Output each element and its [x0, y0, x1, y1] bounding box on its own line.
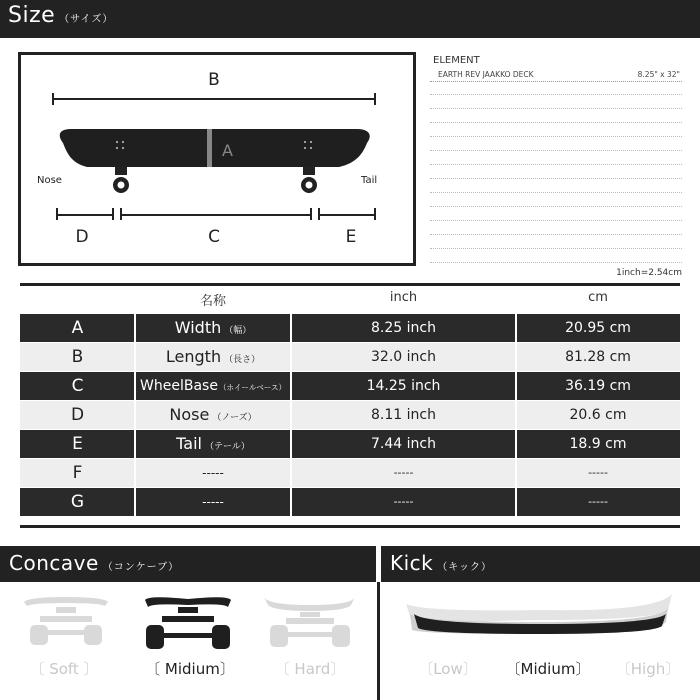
table-row [20, 401, 680, 429]
unit-conversion: 1inch=2.54cm [616, 268, 682, 278]
kick-header [381, 546, 700, 582]
deck-diagram [18, 52, 416, 266]
row-key: D [70, 405, 85, 425]
row-key: E [72, 434, 83, 454]
row-name: Nose （ノーズ） [169, 405, 257, 424]
row-inch: 8.25 inch [371, 320, 436, 336]
row-name: Length （長さ） [165, 347, 261, 366]
label-nose: Nose [37, 175, 62, 186]
table-row [20, 372, 680, 400]
table-row [20, 314, 680, 342]
concave-midium: 〔 Midium〕 [145, 660, 235, 678]
row-key: G [70, 492, 85, 512]
row-cm: 18.9 cm [569, 436, 627, 452]
row-cm: 20.6 cm [569, 407, 627, 423]
row-name: WheelBase（ホイールベース） [140, 378, 286, 394]
spec-label: ELEMENT [433, 55, 480, 66]
row-name: ----- [202, 495, 224, 509]
label-d: D [75, 227, 89, 247]
kick-title: Kick （キック） [390, 551, 493, 575]
row-inch: 8.11 inch [371, 407, 436, 423]
concave-hard-figure [264, 597, 355, 647]
concave-illustrations [0, 585, 376, 657]
table-row [20, 430, 680, 458]
row-name: Width （幅） [174, 318, 252, 337]
kick-illustration [400, 588, 680, 648]
header-name: 名称 [199, 294, 226, 309]
row-cm: 36.19 cm [565, 378, 631, 394]
concave-title: Concave （コンケーブ） [9, 551, 180, 575]
concave-hard: 〔 Hard〕 [274, 660, 346, 678]
kick-low: 〔Low〕 [418, 660, 478, 678]
row-key: F [72, 463, 83, 483]
table-bottom-rule [20, 525, 680, 528]
row-cm: ----- [588, 466, 608, 479]
deck-board [60, 129, 370, 167]
deck-diagram-svg [21, 55, 413, 263]
spec-panel [430, 52, 682, 264]
row-key: A [71, 318, 84, 338]
size-header [0, 0, 700, 38]
row-inch: 14.25 inch [366, 378, 441, 394]
label-tail: Tail [361, 175, 378, 186]
label-b: B [208, 70, 220, 90]
kick-high: 〔High〕 [615, 660, 681, 678]
kick-midium: 〔Midium〕 [505, 660, 591, 678]
table-top-rule [20, 283, 680, 286]
concave-header [0, 546, 376, 582]
section-divider [377, 582, 380, 700]
spec-size: 8.25" x 32" [637, 70, 680, 79]
width-marker [207, 129, 212, 167]
header-cm: cm [588, 290, 608, 305]
row-cm: 81.28 cm [565, 349, 631, 365]
row-inch: ----- [393, 466, 414, 479]
spec-model-row [430, 70, 682, 82]
label-c: C [208, 227, 220, 247]
row-key: C [71, 376, 84, 396]
concave-midium-figure [145, 597, 231, 649]
row-name: Tail （テール） [176, 434, 250, 453]
row-cm: ----- [588, 495, 608, 508]
row-inch: 7.44 inch [371, 436, 436, 452]
row-key: B [71, 347, 84, 367]
size-title: Size （サイズ） [8, 3, 114, 28]
table-row [20, 488, 680, 516]
concave-soft: 〔 Soft 〕 [29, 660, 99, 678]
row-inch: ----- [393, 495, 414, 508]
spec-model: EARTH REV JAAKKO DECK [438, 70, 534, 79]
row-inch: 32.0 inch [371, 349, 436, 365]
row-name: ----- [202, 466, 224, 480]
label-a: A [222, 141, 233, 160]
row-cm: 20.95 cm [565, 320, 631, 336]
header-inch: inch [389, 290, 418, 305]
label-e: E [345, 227, 357, 247]
concave-soft-figure [24, 597, 108, 645]
table-row [20, 459, 680, 487]
table-row [20, 343, 680, 371]
